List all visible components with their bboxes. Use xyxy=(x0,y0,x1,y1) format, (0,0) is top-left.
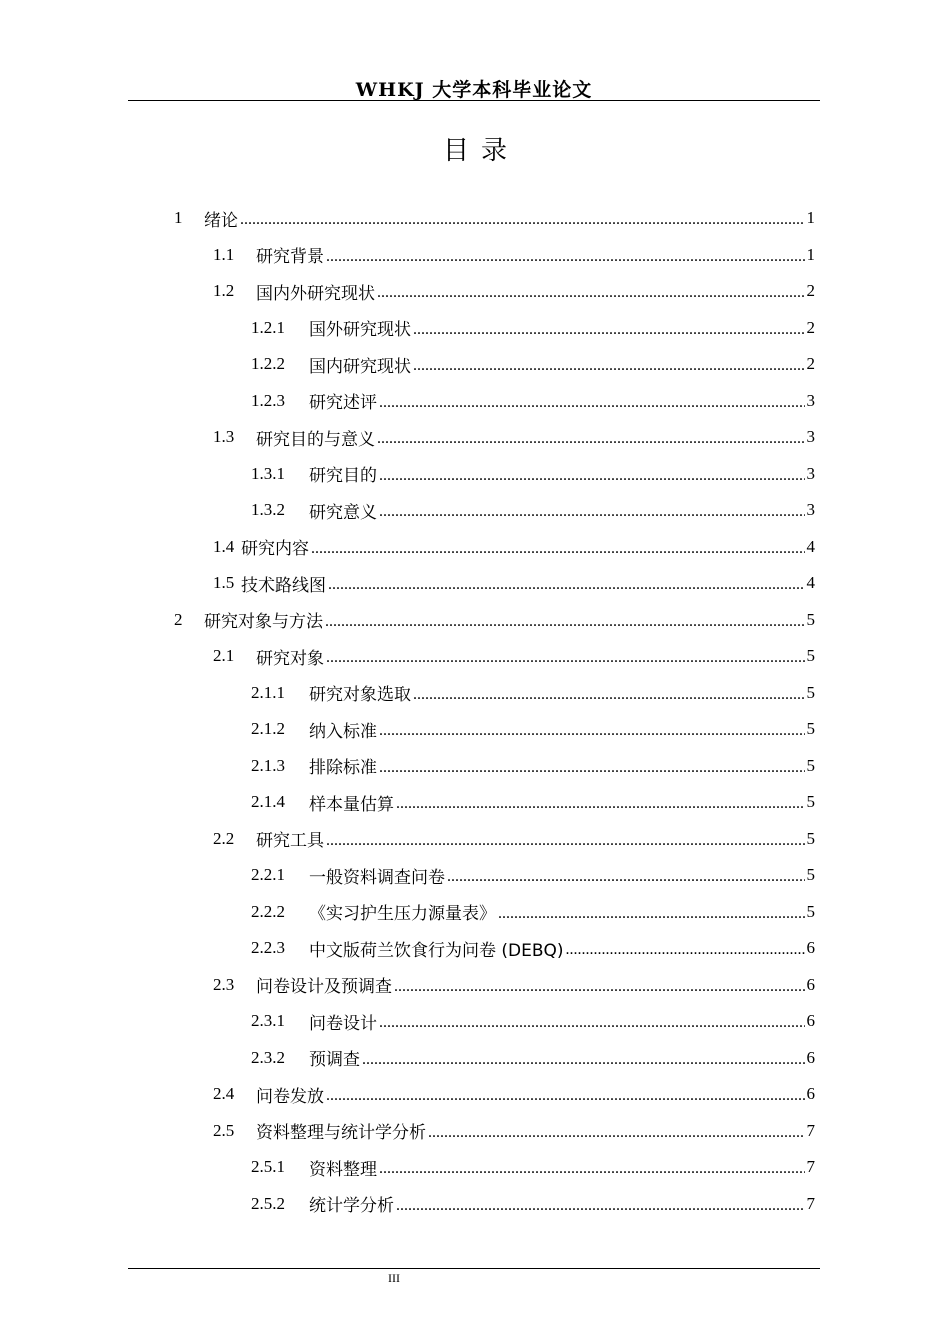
toc-entry-page: 6 xyxy=(806,974,815,994)
toc-entry-page: 5 xyxy=(806,792,815,811)
toc-entry[interactable] xyxy=(213,529,815,565)
toc-dot-leader xyxy=(379,1149,805,1185)
toc-entry-title: 技术路线图 xyxy=(241,575,326,596)
toc-entry-number: 2.5.1 xyxy=(251,1157,285,1176)
toc-entry[interactable] xyxy=(251,310,815,346)
toc-entry-page: 4 xyxy=(806,536,815,556)
toc-entry[interactable] xyxy=(213,638,815,674)
toc-entry-title: 资料整理与统计学分析 xyxy=(256,1123,426,1143)
toc-entry-number: 1.5 xyxy=(213,573,235,592)
toc-dot-leader xyxy=(498,894,805,930)
toc-entry-page: 5 xyxy=(806,901,815,921)
toc-dot-leader xyxy=(428,1113,805,1149)
toc-entry-number: 2.1 xyxy=(213,646,235,665)
toc-entry-number: 2 xyxy=(174,609,183,629)
toc-entry-number: 1.1 xyxy=(213,244,235,264)
toc-entry[interactable] xyxy=(251,1040,815,1076)
toc-entry[interactable] xyxy=(251,894,815,930)
toc-dot-leader xyxy=(377,419,805,455)
toc-entry-title: 一般资料调查问卷 xyxy=(309,867,445,888)
toc-entry[interactable] xyxy=(213,967,815,1003)
toc-entry-number: 1.2.2 xyxy=(251,354,285,373)
footer-page-number: III xyxy=(388,1271,400,1285)
toc-entry-number: 2.3.2 xyxy=(251,1047,285,1067)
toc-entry-page: 6 xyxy=(806,1084,815,1103)
toc-dot-leader xyxy=(379,1003,805,1039)
toc-entry-title: 排除标准 xyxy=(309,758,377,778)
toc-dot-leader xyxy=(413,310,805,346)
toc-entry[interactable] xyxy=(251,930,815,966)
toc-entry[interactable] xyxy=(213,821,815,857)
toc-entry-title: 研究目的 xyxy=(309,466,377,486)
toc-dot-leader xyxy=(326,237,805,273)
toc-dot-leader xyxy=(326,638,805,674)
toc-entry-number: 1.2 xyxy=(213,281,235,300)
toc-entry-title: 预调查 xyxy=(309,1050,360,1070)
toc-entry[interactable] xyxy=(251,784,815,820)
toc-entry-page: 2 xyxy=(806,317,815,337)
toc-entry-page: 1 xyxy=(806,244,815,264)
toc-entry[interactable] xyxy=(174,602,815,638)
toc-entry-title: 研究工具 xyxy=(256,831,324,851)
toc-entry-page: 3 xyxy=(806,463,815,483)
toc-dot-leader xyxy=(566,930,805,966)
toc-title: 目录 xyxy=(442,136,519,166)
toc-entry-title: 研究对象与方法 xyxy=(204,612,323,632)
toc-dot-leader xyxy=(379,748,805,784)
toc-entry-number: 1.3 xyxy=(213,427,235,446)
toc-entry-number: 2.5 xyxy=(213,1120,235,1140)
toc-entry[interactable] xyxy=(213,1076,815,1112)
page-header xyxy=(128,72,820,101)
toc-entry-title: 中文版荷兰饮食行为问卷 (DEBQ) xyxy=(309,940,564,961)
toc-entry-title: 国外研究现状 xyxy=(309,320,411,340)
toc-entry-page: 4 xyxy=(806,573,815,592)
toc-entry[interactable] xyxy=(251,675,815,711)
toc-entry-number: 2.1.4 xyxy=(251,792,285,811)
toc-entry[interactable] xyxy=(213,565,815,601)
toc-entry[interactable] xyxy=(251,492,815,528)
toc-entry-title: 统计学分析 xyxy=(309,1196,394,1216)
toc-entry-title: 《实习护生压力源量表》 xyxy=(309,904,496,924)
toc-entry[interactable] xyxy=(174,200,815,236)
toc-entry-number: 2.5.2 xyxy=(251,1193,285,1213)
toc-entry-title: 研究意义 xyxy=(309,502,377,523)
toc-dot-leader xyxy=(379,383,805,419)
toc-entry-page: 1 xyxy=(806,208,815,227)
toc-entry[interactable] xyxy=(213,419,815,455)
toc-entry-page: 5 xyxy=(806,828,815,848)
page-footer-rule xyxy=(128,1268,820,1269)
toc-dot-leader xyxy=(311,529,805,565)
toc-entry[interactable] xyxy=(251,1186,815,1222)
toc-dot-leader xyxy=(396,1186,805,1222)
toc-entry[interactable] xyxy=(251,456,815,492)
toc-entry[interactable] xyxy=(251,857,815,893)
toc-entry-number: 1.2.3 xyxy=(251,390,285,410)
toc-dot-leader xyxy=(379,492,805,528)
toc-entry[interactable] xyxy=(251,346,815,382)
toc-entry[interactable] xyxy=(251,383,815,419)
toc-entry-page: 5 xyxy=(806,865,815,884)
toc-dot-leader xyxy=(326,1076,805,1112)
toc-entry-page: 7 xyxy=(806,1193,815,1213)
toc-entry-title: 样本量估算 xyxy=(309,794,394,815)
toc-dot-leader xyxy=(394,967,805,1003)
toc-dot-leader xyxy=(328,565,805,601)
toc-dot-leader xyxy=(396,784,805,820)
toc-entry-number: 2.4 xyxy=(213,1084,235,1103)
toc-dot-leader xyxy=(447,857,805,893)
toc-entry-title: 研究对象选取 xyxy=(309,685,411,705)
toc-entry-page: 5 xyxy=(806,755,815,775)
toc-entry-number: 2.3.1 xyxy=(251,1011,285,1030)
toc-dot-leader xyxy=(326,821,805,857)
toc-entry[interactable] xyxy=(213,1113,815,1149)
toc-entry-number: 2.2.3 xyxy=(251,938,285,957)
toc-entry[interactable] xyxy=(213,273,815,309)
toc-dot-leader xyxy=(362,1040,805,1076)
toc-entry-number: 2.1.2 xyxy=(251,719,285,738)
toc-entry-title: 国内研究现状 xyxy=(309,356,411,377)
toc-dot-leader xyxy=(377,273,805,309)
toc-entry-title: 问卷发放 xyxy=(256,1086,324,1107)
toc-entry-page: 6 xyxy=(806,938,815,957)
toc-entry-title: 研究述评 xyxy=(309,393,377,413)
toc-entry-page: 5 xyxy=(806,609,815,629)
toc-entry-page: 3 xyxy=(806,500,815,519)
toc-entry-page: 7 xyxy=(806,1157,815,1176)
toc-dot-leader xyxy=(379,711,805,747)
toc-entry-page: 7 xyxy=(806,1120,815,1140)
toc-dot-leader xyxy=(413,675,805,711)
toc-entry-title: 研究内容 xyxy=(241,539,309,559)
toc-entry-title: 问卷设计 xyxy=(309,1013,377,1034)
toc-dot-leader xyxy=(379,456,805,492)
toc-entry-page: 5 xyxy=(806,719,815,738)
toc-entry-page: 6 xyxy=(806,1047,815,1067)
toc-entry-number: 2.2.2 xyxy=(251,901,285,921)
toc-entry-page: 5 xyxy=(806,682,815,702)
header-title: WHKJ 大学本科毕业论文 xyxy=(355,79,593,101)
toc-entry-title: 纳入标准 xyxy=(309,721,377,742)
toc-entry-title: 国内外研究现状 xyxy=(256,283,375,304)
toc-entry-title: 绪论 xyxy=(204,210,238,231)
toc-entry-page: 2 xyxy=(806,281,815,300)
toc-dot-leader xyxy=(240,200,805,236)
toc-entry-number: 2.1.1 xyxy=(251,682,285,702)
toc-entry-number: 1.3.1 xyxy=(251,463,285,483)
toc-entry-number: 2.2 xyxy=(213,828,235,848)
toc-entry-number: 1.3.2 xyxy=(251,500,285,519)
toc-entry-title: 研究对象 xyxy=(256,648,324,669)
toc-entry[interactable] xyxy=(213,237,815,273)
toc-entry-page: 3 xyxy=(806,390,815,410)
toc-entry[interactable] xyxy=(251,748,815,784)
toc-entry-page: 2 xyxy=(806,354,815,373)
toc-entry-page: 3 xyxy=(806,427,815,446)
toc-entry[interactable] xyxy=(251,711,815,747)
toc-entry-title: 研究背景 xyxy=(256,247,324,267)
toc-entry-number: 2.3 xyxy=(213,974,235,994)
toc-entry-page: 5 xyxy=(806,646,815,665)
toc-entry-number: 2.2.1 xyxy=(251,865,285,884)
toc-entry[interactable] xyxy=(251,1003,815,1039)
toc-entry-number: 1.4 xyxy=(213,536,235,556)
toc-entry-number: 1 xyxy=(174,208,183,227)
toc-entry-number: 2.1.3 xyxy=(251,755,285,775)
toc-entry-number: 1.2.1 xyxy=(251,317,285,337)
toc-entry-title: 研究目的与意义 xyxy=(256,429,375,450)
toc-entry-page: 6 xyxy=(806,1011,815,1030)
toc-dot-leader xyxy=(413,346,805,382)
toc-dot-leader xyxy=(325,602,805,638)
toc-entry-title: 问卷设计及预调查 xyxy=(256,977,392,997)
toc-entry[interactable] xyxy=(251,1149,815,1185)
toc-entry-title: 资料整理 xyxy=(309,1159,377,1180)
